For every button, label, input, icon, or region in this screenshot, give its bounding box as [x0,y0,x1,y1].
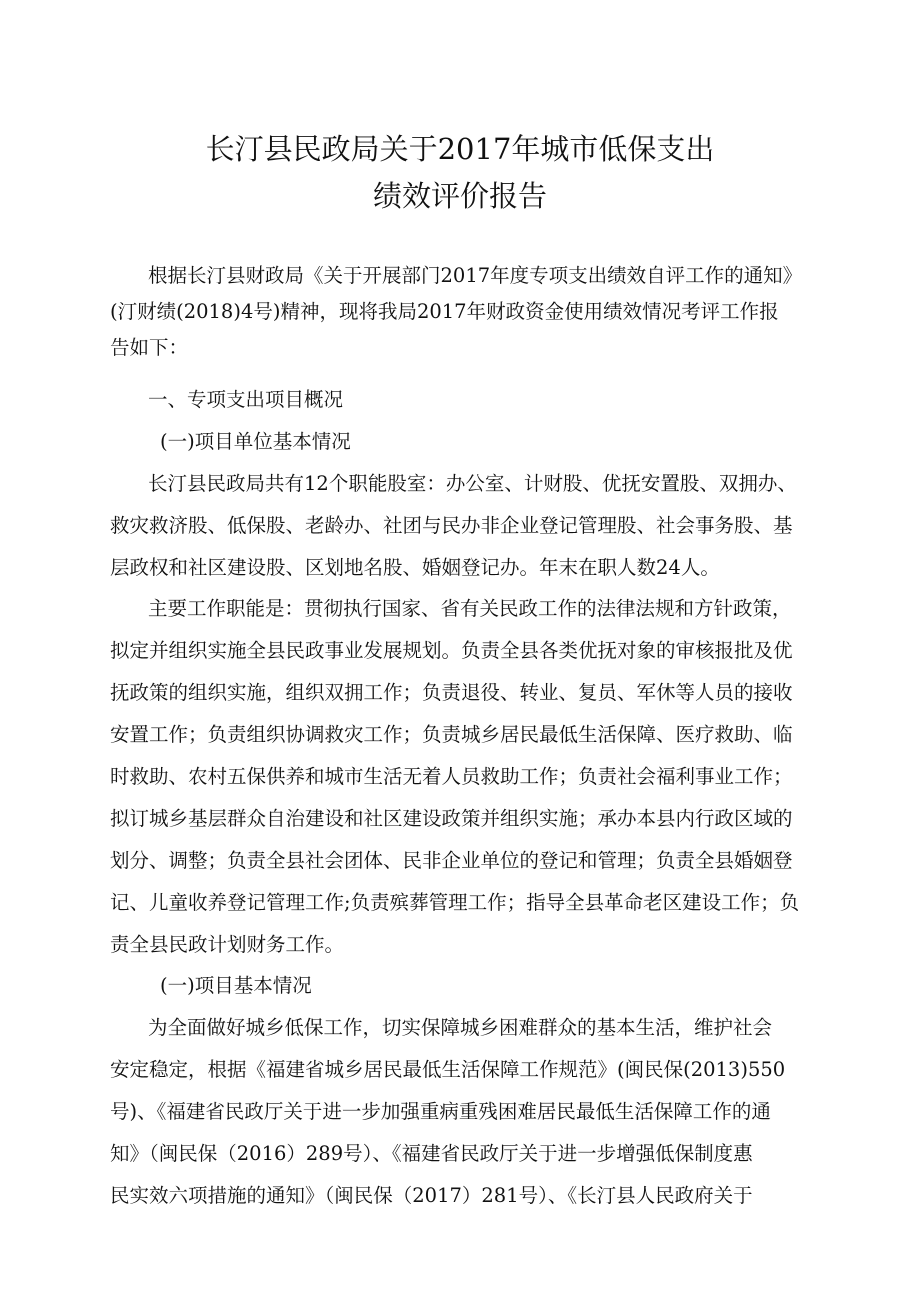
intro-line: 根据长汀县财政局《关于开展部门2017年度专项支出绩效自评工作的通知》 [148,264,803,287]
paragraph-line: 安置工作；负责组织协调救灾工作；负责城乡居民最低生活保障、医疗救助、临 [110,723,793,746]
paragraph-line: 安定稳定，根据《福建省城乡居民最低生活保障工作规范》(闽民保(2013)550 [110,1058,786,1081]
paragraph-line: 主要工作职能是：贯彻执行国家、省有关民政工作的法律法规和方针政策， [148,597,792,620]
paragraph-line: 层政权和社区建设股、区划地名股、婚姻登记办。年末在职人数24人。 [110,556,720,579]
paragraph-line: 救灾救济股、低保股、老龄办、社团与民办非企业登记管理股、社会事务股、基 [110,514,793,537]
section-heading: 一、专项支出项目概况 [148,388,344,411]
subsection-heading: (一)项目单位基本情况 [160,430,351,453]
intro-line: (汀财绩(2018)4号)精神，现将我局2017年财政资金使用绩效情况考评工作报 [110,300,779,323]
paragraph-line: 长汀县民政局共有12个职能股室：办公室、计财股、优抚安置股、双拥办、 [148,472,797,495]
paragraph-line: 知》（闽民保（2016）289号）、《福建省民政厅关于进一步增强低保制度惠 [110,1142,753,1165]
intro-line: 告如下： [110,336,189,359]
title-line-2: 绩效评价报告 [372,179,547,213]
subsection-heading: (一)项目基本情况 [160,974,312,997]
paragraph-line: 抚政策的组织实施，组织双拥工作；负责退役、转业、复员、军休等人员的接收 [110,681,793,704]
paragraph-line: 拟订城乡基层群众自治建设和社区建设政策并组织实施；承办本县内行政区域的 [110,807,793,830]
paragraph-line: 民实效六项措施的通知》（闽民保（2017）281号）、《长汀县人民政府关于 [110,1184,753,1207]
paragraph-line: 为全面做好城乡低保工作，切实保障城乡困难群众的基本生活，维护社会 [148,1016,773,1039]
paragraph-line: 划分、调整；负责全县社会团体、民非企业单位的登记和管理；负责全县婚姻登 [110,849,793,872]
paragraph-line: 号)、《福建省民政厅关于进一步加强重病重残困难居民最低生活保障工作的通 [110,1100,771,1123]
title-line-1: 长汀县民政局关于2017年城市低保支出 [205,132,715,166]
paragraph-line: 拟定并组织实施全县民政事业发展规划。负责全县各类优抚对象的审核报批及优 [110,639,793,662]
paragraph-line: 记、儿童收养登记管理工作;负责殡葬管理工作；指导全县革命老区建设工作；负 [110,891,800,914]
paragraph-line: 责全县民政计划财务工作。 [110,933,345,956]
paragraph-line: 时救助、农村五保供养和城市生活无着人员救助工作；负责社会福利事业工作； [110,765,793,788]
